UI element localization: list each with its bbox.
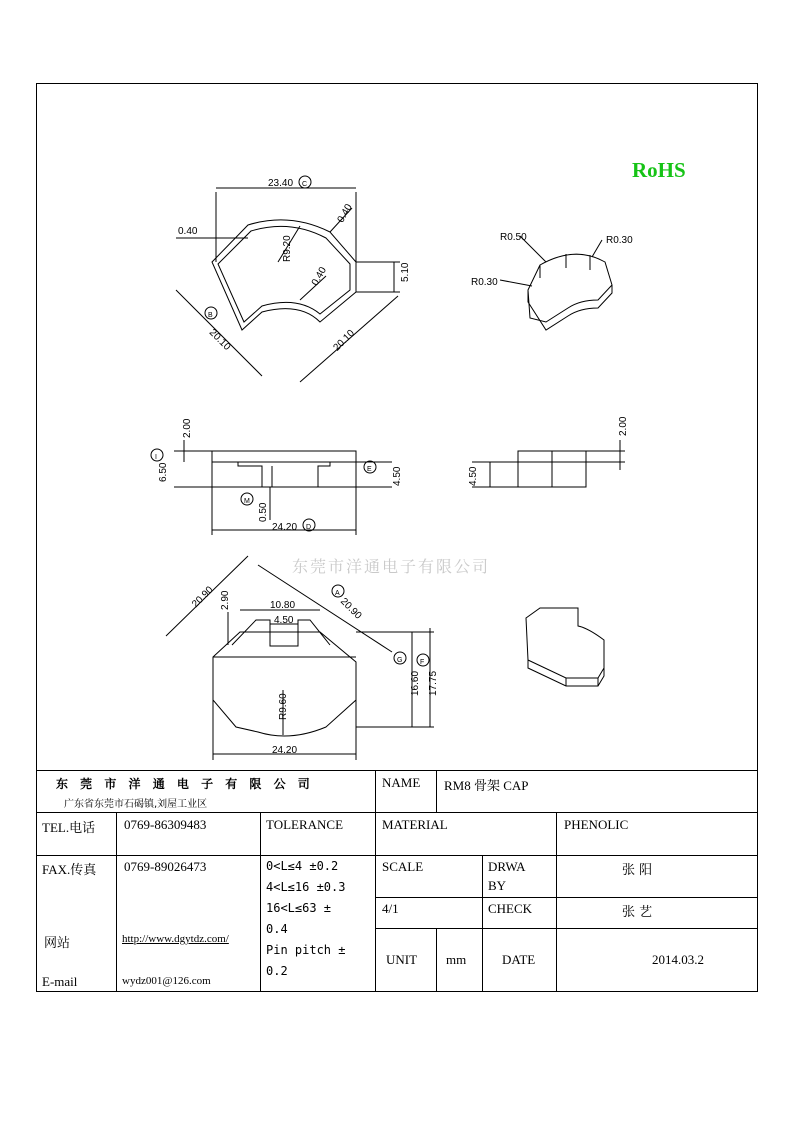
dim-right-h: 4.50 — [468, 466, 479, 486]
fax-value: 0769-89026473 — [124, 859, 207, 874]
drwa-label-2: BY — [488, 878, 507, 893]
marker-b-label: B — [208, 312, 213, 319]
dim-top-d2: 20.10 — [331, 327, 357, 354]
dim-side-e: 4.50 — [392, 466, 403, 486]
email-label: E-mail — [42, 974, 78, 989]
marker-e-label: E — [367, 466, 372, 473]
tel-value: 0769-86309483 — [124, 817, 207, 832]
side-view — [174, 440, 392, 535]
dim-top-t1: 0.40 — [178, 226, 198, 237]
company-name: 东 莞 市 洋 通 电 子 有 限 公 司 — [56, 777, 314, 791]
dim-iso-r2: R0.30 — [606, 235, 633, 246]
check-value: 张 艺 — [622, 905, 653, 920]
name-label: NAME — [382, 775, 421, 790]
dim-right-top: 2.00 — [618, 416, 629, 436]
fax-label: FAX.传真 — [42, 862, 97, 877]
marker-i-label: I — [155, 454, 157, 461]
iso-view-top — [500, 236, 612, 330]
iso-view-bottom — [526, 608, 604, 686]
right-side-view — [472, 440, 625, 487]
dim-top-t3: 0.40 — [309, 265, 330, 288]
tol-line-2: 4<L≤16 ±0.3 — [266, 880, 346, 894]
dim-bot-f: 17.75 — [428, 670, 439, 696]
title-block — [36, 770, 758, 992]
dim-bot-g: 16.60 — [410, 670, 421, 696]
marker-i — [151, 449, 163, 461]
marker-g-label: G — [397, 657, 403, 664]
marker-m-label: M — [244, 498, 250, 505]
marker-d-label: D — [306, 524, 312, 531]
company-address: 广东省东莞市石碣镇,刘屋工业区 — [64, 799, 208, 810]
marker-f-label: F — [420, 659, 425, 666]
website-link[interactable]: http://www.dgytdz.com/ — [122, 933, 229, 945]
email-value: wydz001@126.com — [122, 975, 211, 987]
drwa-label-1: DRWA — [488, 859, 526, 874]
tol-line-6: 0.2 — [266, 964, 288, 978]
scale-value: 4/1 — [382, 901, 399, 916]
dim-top-width: 23.40 — [268, 178, 294, 189]
marker-a-label: A — [335, 590, 340, 597]
tol-line-1: 0<L≤4 ±0.2 — [266, 859, 339, 873]
scale-label: SCALE — [382, 859, 424, 874]
dim-bot-d2: 20.90 — [337, 596, 364, 622]
dim-side-h: 6.50 — [158, 462, 169, 482]
watermark: 东莞市洋通电子有限公司 — [292, 557, 491, 576]
web-label: 网站 — [44, 936, 71, 951]
tolerance-label: TOLERANCE — [266, 817, 344, 832]
material-label: MATERIAL — [382, 817, 448, 832]
rohs-label: RoHS — [632, 158, 686, 182]
dim-side-top: 2.00 — [182, 418, 193, 438]
dim-top-d1: 20.10 — [206, 327, 233, 353]
tol-line-4: 0.4 — [266, 922, 288, 936]
dim-iso-r1: R0.50 — [500, 232, 527, 243]
date-value: 2014.03.2 — [652, 952, 704, 967]
dim-bot-r: R9.60 — [278, 693, 289, 720]
date-label: DATE — [502, 952, 536, 967]
dim-bot-s: 2.90 — [220, 590, 231, 610]
name-value: RM8 骨架 CAP — [444, 778, 529, 793]
dim-bot-d1: 20.90 — [190, 584, 216, 611]
dim-top-r: R9.20 — [282, 235, 293, 262]
material-value: PHENOLIC — [564, 817, 629, 832]
dim-bot-slot: 10.80 — [270, 600, 296, 611]
tel-label: TEL.电话 — [42, 820, 96, 835]
dim-side-w: 24.20 — [272, 522, 298, 533]
dim-iso-r3: R0.30 — [471, 277, 498, 288]
dim-bot-w: 24.20 — [272, 745, 298, 756]
check-label: CHECK — [488, 901, 533, 916]
unit-value: mm — [446, 952, 467, 967]
top-view — [176, 188, 400, 382]
tol-line-3: 16<L≤63 ± — [266, 901, 332, 915]
dim-top-h: 5.10 — [400, 262, 411, 282]
dim-side-m: 0.50 — [258, 502, 269, 522]
unit-label: UNIT — [386, 952, 418, 967]
dim-bot-inner: 4.50 — [274, 615, 294, 626]
drwa-value: 张 阳 — [622, 863, 653, 878]
marker-c-label: C — [302, 181, 308, 188]
dim-top-t2: 0.40 — [335, 202, 355, 225]
tol-line-5: Pin pitch ± — [266, 943, 346, 957]
